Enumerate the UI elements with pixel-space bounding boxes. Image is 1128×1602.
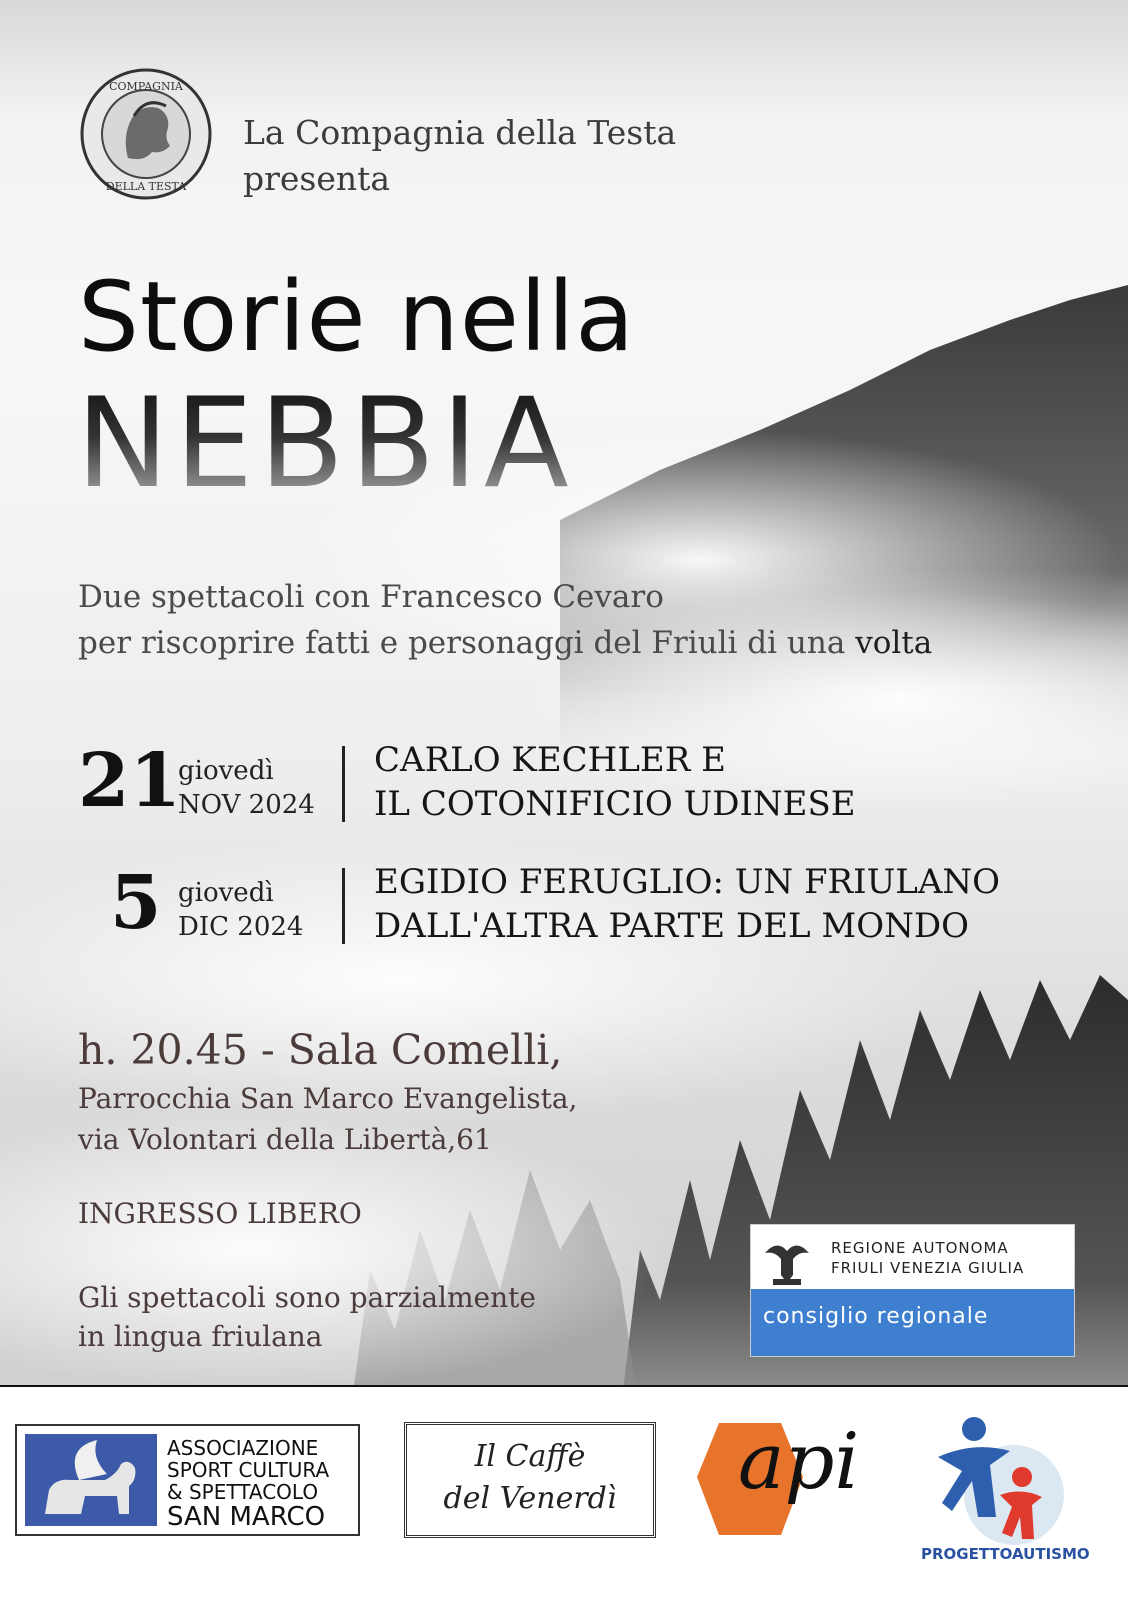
event-2 xyxy=(78,860,1000,950)
event-1 xyxy=(78,738,978,828)
subtitle-line-2 xyxy=(78,620,932,666)
association-san-marco-logo xyxy=(15,1424,360,1536)
event-date xyxy=(178,754,315,822)
language-note-line-2: in lingua friulana xyxy=(78,1320,323,1353)
caffe-del-venerdi-logo xyxy=(404,1422,656,1538)
seal-bottom-text: DELLA TESTA xyxy=(105,180,187,193)
presenter xyxy=(243,110,676,202)
event-month-year: DIC 2024 xyxy=(178,912,304,942)
event-divider xyxy=(342,746,345,822)
event-title-line-2: IL COTONIFICIO UDINESE xyxy=(374,784,856,824)
event-day: 5 xyxy=(110,860,162,946)
venue-address xyxy=(78,1078,577,1160)
event-month-year: NOV 2024 xyxy=(178,790,315,820)
api-logo-text: api xyxy=(738,1417,860,1507)
venue-address-line-2: via Volontari della Libertà,61 xyxy=(78,1123,492,1156)
subtitle-line-2-main: per riscoprire fatti e personaggi del Friuli di una xyxy=(78,625,856,661)
caffe-line-2: del Venerdì xyxy=(443,1481,617,1516)
presenter-name: La Compagnia della Testa xyxy=(243,113,677,152)
presenter-verb: presenta xyxy=(243,159,391,198)
event-divider xyxy=(342,868,345,944)
caffe-line-1: Il Caffè xyxy=(474,1439,586,1474)
title-line-2: NEBBIA xyxy=(76,372,575,516)
region-name-line-2: FRIULI VENEZIA GIULIA xyxy=(831,1259,1025,1277)
winged-lion-icon xyxy=(25,1434,157,1526)
event-title xyxy=(374,738,856,826)
subtitle-line-1: Due spettacoli con Francesco Cevaro xyxy=(78,579,664,615)
association-line-3: & SPETTACOLO xyxy=(167,1480,319,1504)
entry-info: INGRESSO LIBERO xyxy=(78,1197,362,1230)
subtitle-line-2-end: volta xyxy=(855,625,933,661)
venue-address-line-1: Parrocchia San Marco Evangelista, xyxy=(78,1082,578,1115)
region-council-logo xyxy=(751,1225,1074,1356)
eagle-icon xyxy=(759,1231,815,1289)
progetto-autismo-text: PROGETTOAUTISMO xyxy=(921,1545,1090,1563)
event-date xyxy=(178,876,303,944)
compagnia-della-testa-seal xyxy=(78,66,214,202)
event-day: 21 xyxy=(78,738,181,824)
association-line-4: SAN MARCO xyxy=(167,1502,326,1532)
event-title-line-2: DALL'ALTRA PARTE DEL MONDO xyxy=(374,906,969,946)
sponsor-footer xyxy=(0,1385,1128,1602)
time-and-venue: h. 20.45 - Sala Comelli, xyxy=(78,1026,563,1074)
title-line-1: Storie nella xyxy=(78,261,636,373)
seal-top-text: COMPAGNIA xyxy=(109,80,183,93)
event-title xyxy=(374,860,1000,948)
event-title-line-1: CARLO KECHLER E xyxy=(374,740,726,780)
event-weekday: giovedì xyxy=(178,878,274,908)
region-name-line-1: REGIONE AUTONOMA xyxy=(831,1239,1009,1257)
council-band: consiglio regionale xyxy=(751,1289,1074,1356)
event-title-line-1: EGIDIO FERUGLIO: UN FRIULANO xyxy=(374,862,1000,902)
event-weekday: giovedì xyxy=(178,756,274,786)
association-line-2: SPORT CULTURA xyxy=(167,1458,330,1482)
language-note-line-1: Gli spettacoli sono parzialmente xyxy=(78,1281,536,1314)
association-line-1: ASSOCIAZIONE xyxy=(167,1436,319,1460)
language-note xyxy=(78,1278,536,1356)
subtitle xyxy=(78,574,932,666)
